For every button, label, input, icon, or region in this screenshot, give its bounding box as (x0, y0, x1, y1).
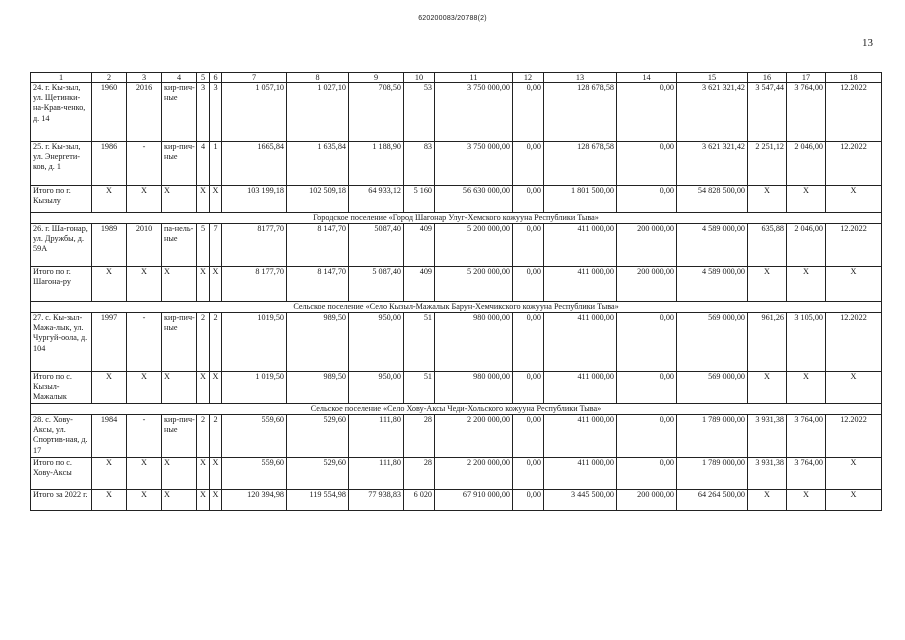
table-header-row (31, 73, 882, 83)
table-cell: X (197, 490, 210, 511)
table-row (31, 415, 882, 458)
table-cell: X (787, 186, 826, 213)
table-cell: X (92, 490, 127, 511)
table-cell: X (162, 372, 197, 404)
table-cell: 4 (197, 142, 210, 186)
table-cell: 5087,40 (349, 224, 404, 267)
row-label: 25. г. Кы-зыл, ул. Энергети-ков, д. 1 (31, 142, 92, 186)
table-cell: 8 147,70 (287, 224, 349, 267)
table-cell: X (127, 490, 162, 511)
table-cell: 2 (210, 415, 222, 458)
table-cell: X (92, 458, 127, 490)
table-cell: - (127, 415, 162, 458)
table-row (31, 458, 882, 490)
table-cell: 3 764,00 (787, 415, 826, 458)
table-cell: 5 200 000,00 (435, 267, 513, 302)
table-cell: кир-пич-ные (162, 415, 197, 458)
table-cell: 1 019,50 (222, 372, 287, 404)
table-cell: X (197, 186, 210, 213)
table-cell: 0,00 (513, 313, 544, 372)
table-cell: 200 000,00 (617, 267, 677, 302)
table-row (31, 313, 882, 372)
table-cell: 2 (210, 313, 222, 372)
table-cell: X (210, 372, 222, 404)
column-header: 4 (162, 73, 197, 83)
table-cell: X (787, 490, 826, 511)
column-header: 18 (826, 73, 882, 83)
table-row (31, 186, 882, 213)
table-cell: 54 828 500,00 (677, 186, 748, 213)
document-code: 620200083/20788(2) (418, 15, 487, 22)
column-header: 10 (404, 73, 435, 83)
table-cell: 409 (404, 267, 435, 302)
table-cell: 8 147,70 (287, 267, 349, 302)
table-cell: 1986 (92, 142, 127, 186)
table-cell: 1984 (92, 415, 127, 458)
table-row (31, 142, 882, 186)
table-cell: 3 (210, 83, 222, 142)
table-cell: 569 000,00 (677, 372, 748, 404)
table-cell: 3 (197, 83, 210, 142)
column-header: 1 (31, 73, 92, 83)
column-header: 15 (677, 73, 748, 83)
table-cell: 0,00 (617, 142, 677, 186)
column-header: 17 (787, 73, 826, 83)
table-cell: 3 764,00 (787, 83, 826, 142)
table-cell: X (197, 372, 210, 404)
table-cell: 980 000,00 (435, 313, 513, 372)
table-row (31, 372, 882, 404)
table-cell: 119 554,98 (287, 490, 349, 511)
table-cell: 409 (404, 224, 435, 267)
table-cell: 569 000,00 (677, 313, 748, 372)
table-cell: 111,80 (349, 458, 404, 490)
table-cell: 2 (197, 313, 210, 372)
row-label: 26. г. Ша-гонар, ул. Дружбы, д. 59А (31, 224, 92, 267)
table-row (31, 267, 882, 302)
table-cell: 1019,50 (222, 313, 287, 372)
table-cell: 2 200 000,00 (435, 458, 513, 490)
column-header: 6 (210, 73, 222, 83)
table-cell: X (787, 267, 826, 302)
table-cell: - (127, 313, 162, 372)
row-label: 28. с. Хову-Аксы, ул. Спортив-ная, д. 17 (31, 415, 92, 458)
table-cell: па-нель-ные (162, 224, 197, 267)
table-cell: 51 (404, 372, 435, 404)
column-header: 5 (197, 73, 210, 83)
table-cell: 1 789 000,00 (677, 415, 748, 458)
table-cell: 1665,84 (222, 142, 287, 186)
column-header: 7 (222, 73, 287, 83)
table-cell: 6 020 (404, 490, 435, 511)
table-cell: 411 000,00 (544, 415, 617, 458)
table-cell: 1997 (92, 313, 127, 372)
table-row (31, 490, 882, 511)
section-row (31, 302, 882, 313)
table-cell: 411 000,00 (544, 224, 617, 267)
section-title: Городское поселение «Город Шагонар Улуг-Хемского кожууна Республики Тыва» (31, 213, 882, 224)
table-cell: 0,00 (513, 83, 544, 142)
table-cell: кир-пич-ные (162, 313, 197, 372)
table-cell: 950,00 (349, 372, 404, 404)
table-cell: 989,50 (287, 372, 349, 404)
table-cell: X (748, 267, 787, 302)
table-cell: 0,00 (513, 142, 544, 186)
table-cell: 4 589 000,00 (677, 267, 748, 302)
table-cell: 529,60 (287, 458, 349, 490)
table-cell: X (787, 372, 826, 404)
table-cell: 5 200 000,00 (435, 224, 513, 267)
table-cell: 4 589 000,00 (677, 224, 748, 267)
row-label: Итого по с. Кызыл-Мажалык (31, 372, 92, 404)
table-cell: X (210, 186, 222, 213)
section-title: Сельское поселение «Село Хову-Аксы Чеди-Хольского кожууна Республики Тыва» (31, 404, 882, 415)
table-cell: 961,26 (748, 313, 787, 372)
table-cell: 529,60 (287, 415, 349, 458)
table-cell: X (748, 186, 787, 213)
table-cell: X (162, 267, 197, 302)
column-header: 3 (127, 73, 162, 83)
table-cell: 1 635,84 (287, 142, 349, 186)
table-cell: 2 046,00 (787, 142, 826, 186)
column-header: 9 (349, 73, 404, 83)
table-cell: 5 (197, 224, 210, 267)
row-label: Итого по г. Шагона-ру (31, 267, 92, 302)
table-cell: 102 509,18 (287, 186, 349, 213)
table-cell: 53 (404, 83, 435, 142)
table-cell: 2 046,00 (787, 224, 826, 267)
table-cell: 67 910 000,00 (435, 490, 513, 511)
table-row (31, 224, 882, 267)
table-cell: 200 000,00 (617, 490, 677, 511)
table-cell: 2016 (127, 83, 162, 142)
table-cell: 2 200 000,00 (435, 415, 513, 458)
table-cell: 0,00 (617, 83, 677, 142)
column-header: 16 (748, 73, 787, 83)
table-cell: 83 (404, 142, 435, 186)
column-header: 8 (287, 73, 349, 83)
table-cell: 0,00 (513, 186, 544, 213)
table-cell: 559,60 (222, 458, 287, 490)
table-cell: 28 (404, 415, 435, 458)
row-label: 27. с. Кы-зыл-Мажа-лык, ул. Чургуй-оола, д. 104 (31, 313, 92, 372)
table-cell: 7 (210, 224, 222, 267)
table-cell: X (197, 267, 210, 302)
table-cell: 5 087,40 (349, 267, 404, 302)
table-cell: 8 177,70 (222, 267, 287, 302)
table-cell: 2010 (127, 224, 162, 267)
table-cell: X (162, 490, 197, 511)
table-cell: X (127, 267, 162, 302)
table-cell: 0,00 (617, 313, 677, 372)
table-cell: 1 (210, 142, 222, 186)
table-cell: 950,00 (349, 313, 404, 372)
table-cell: 980 000,00 (435, 372, 513, 404)
table-cell: 128 678,58 (544, 83, 617, 142)
table-cell: 0,00 (513, 458, 544, 490)
table-cell: X (162, 186, 197, 213)
table-cell: 2 251,12 (748, 142, 787, 186)
row-label: 24. г. Кы-зыл, ул. Щетинки-на-Крав-ченко, д. 14 (31, 83, 92, 142)
table-cell: 635,88 (748, 224, 787, 267)
table-cell: 3 931,38 (748, 458, 787, 490)
column-header: 14 (617, 73, 677, 83)
table-cell: 1 789 000,00 (677, 458, 748, 490)
table-cell: X (826, 267, 882, 302)
table-cell: X (127, 186, 162, 213)
table-cell: 0,00 (617, 372, 677, 404)
table-cell: X (197, 458, 210, 490)
table-cell: 0,00 (617, 415, 677, 458)
page-number: 13 (862, 37, 873, 49)
table-cell: 3 547,44 (748, 83, 787, 142)
table-cell: X (92, 372, 127, 404)
table-cell: X (127, 372, 162, 404)
table-cell: 12.2022 (826, 415, 882, 458)
table-cell: 1 057,10 (222, 83, 287, 142)
column-header: 13 (544, 73, 617, 83)
table-cell: 8177,70 (222, 224, 287, 267)
section-row (31, 213, 882, 224)
table-cell: X (210, 458, 222, 490)
table-cell: 12.2022 (826, 224, 882, 267)
table-cell: 989,50 (287, 313, 349, 372)
table-cell: 3 750 000,00 (435, 83, 513, 142)
table-cell: 111,80 (349, 415, 404, 458)
table-cell: 1989 (92, 224, 127, 267)
table-cell: 3 750 000,00 (435, 142, 513, 186)
table-cell: 1 188,90 (349, 142, 404, 186)
table-cell: кир-пич-ные (162, 142, 197, 186)
table-cell: X (826, 372, 882, 404)
table-cell: 12.2022 (826, 83, 882, 142)
table-cell: 77 938,83 (349, 490, 404, 511)
table-cell: 0,00 (513, 224, 544, 267)
row-label: Итого по с. Хову-Аксы (31, 458, 92, 490)
column-header: 2 (92, 73, 127, 83)
table-cell: X (162, 458, 197, 490)
row-label: Итого за 2022 г. (31, 490, 92, 511)
table-cell: 411 000,00 (544, 267, 617, 302)
table-cell: 0,00 (513, 490, 544, 511)
table-cell: X (92, 267, 127, 302)
column-header: 12 (513, 73, 544, 83)
table-cell: X (826, 490, 882, 511)
table-cell: 56 630 000,00 (435, 186, 513, 213)
section-title: Сельское поселение «Село Кызыл-Мажалык Барун-Хемчикского кожууна Республики Тыва» (31, 302, 882, 313)
table-cell: X (210, 490, 222, 511)
table-cell: 3 621 321,42 (677, 142, 748, 186)
table-cell: 200 000,00 (617, 224, 677, 267)
section-row (31, 404, 882, 415)
table-cell: 411 000,00 (544, 458, 617, 490)
table-cell: 411 000,00 (544, 372, 617, 404)
table-cell: 12.2022 (826, 313, 882, 372)
table-row (31, 83, 882, 142)
table-cell: X (826, 186, 882, 213)
table-body (31, 83, 882, 511)
table-cell: 1960 (92, 83, 127, 142)
table-cell: 51 (404, 313, 435, 372)
table-cell: 1 027,10 (287, 83, 349, 142)
table-cell: 0,00 (513, 267, 544, 302)
table-cell: 3 931,38 (748, 415, 787, 458)
table-cell: 28 (404, 458, 435, 490)
table-cell: кир-пич-ные (162, 83, 197, 142)
table-cell: 1 801 500,00 (544, 186, 617, 213)
table-cell: 3 764,00 (787, 458, 826, 490)
table-cell: X (92, 186, 127, 213)
table-cell: 3 105,00 (787, 313, 826, 372)
row-label: Итого по г. Кызылу (31, 186, 92, 213)
table-cell: 5 160 (404, 186, 435, 213)
table-cell: 3 621 321,42 (677, 83, 748, 142)
table-cell: 2 (197, 415, 210, 458)
table-cell: X (127, 458, 162, 490)
table-cell: 64 933,12 (349, 186, 404, 213)
table-cell: 411 000,00 (544, 313, 617, 372)
table-cell: 708,50 (349, 83, 404, 142)
table-cell: 0,00 (617, 186, 677, 213)
table-cell: 0,00 (617, 458, 677, 490)
table-cell: 12.2022 (826, 142, 882, 186)
table-cell: X (826, 458, 882, 490)
table-cell: X (748, 490, 787, 511)
data-table (30, 72, 882, 511)
table-cell: X (748, 372, 787, 404)
table-cell: 128 678,58 (544, 142, 617, 186)
table-cell: 64 264 500,00 (677, 490, 748, 511)
table-cell: 103 199,18 (222, 186, 287, 213)
column-header: 11 (435, 73, 513, 83)
table-cell: - (127, 142, 162, 186)
table-cell: 559,60 (222, 415, 287, 458)
table-cell: X (210, 267, 222, 302)
table-cell: 120 394,98 (222, 490, 287, 511)
table-cell: 0,00 (513, 372, 544, 404)
table-cell: 0,00 (513, 415, 544, 458)
table-cell: 3 445 500,00 (544, 490, 617, 511)
